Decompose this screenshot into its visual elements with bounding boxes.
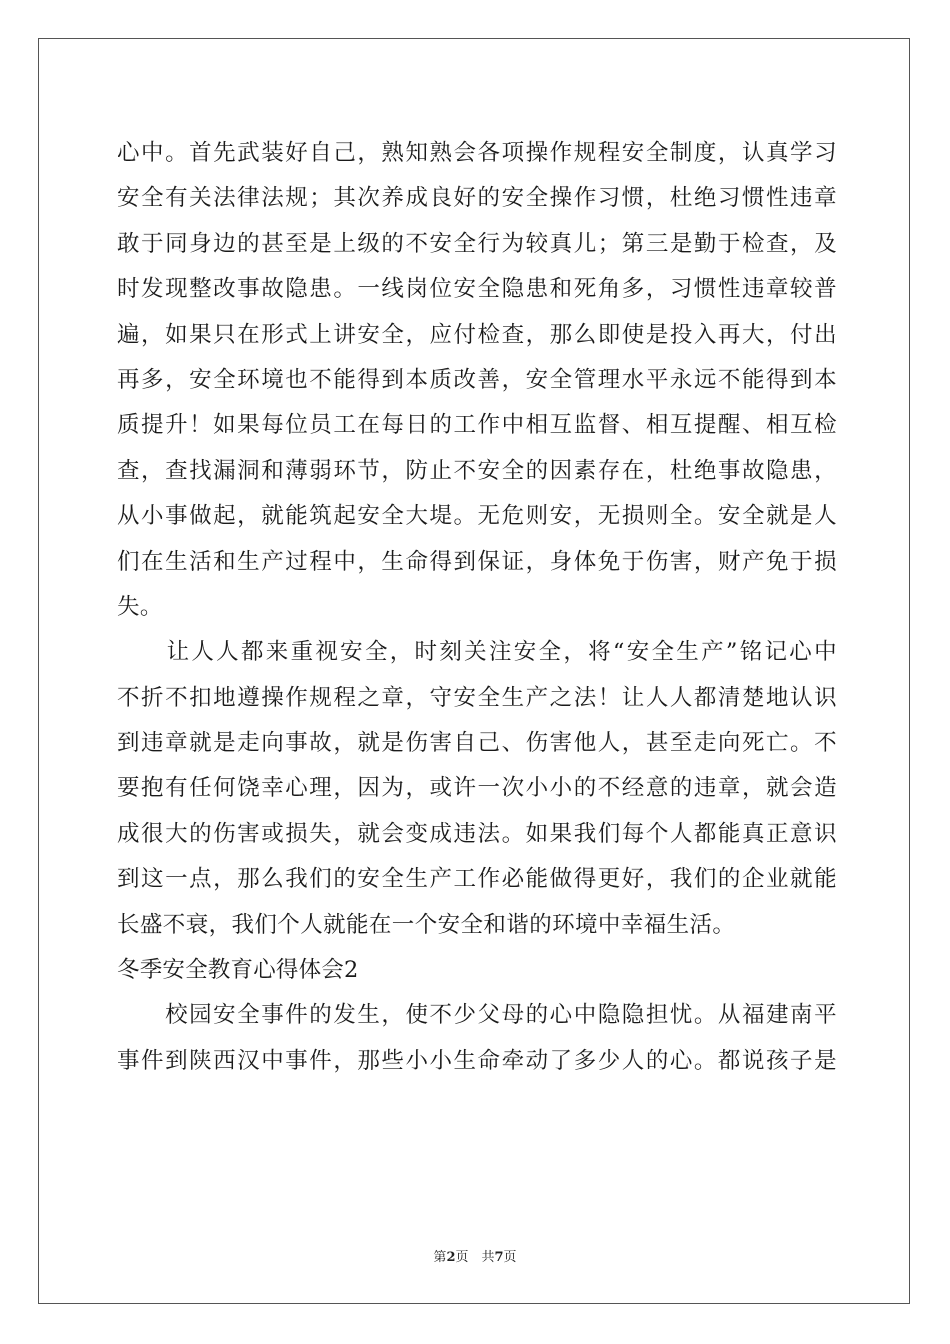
- text-line: 敢于同身边的甚至是上级的不安全行为较真儿；第三是勤于检查，及: [117, 230, 837, 257]
- page-separator: 页 共: [455, 1250, 495, 1265]
- text-line: 们在生活和生产过程中，生命得到保证，身体免于伤害，财产免于损: [117, 548, 837, 575]
- paragraph-1: [117, 131, 837, 630]
- text-line: 到违章就是走向事故，就是伤害自己、伤害他人，甚至走向死亡。不: [117, 730, 837, 757]
- paragraph-2: [117, 630, 837, 948]
- text-line: 质提升！如果每位员工在每日的工作中相互监督、相互提醒、相互检: [117, 412, 837, 439]
- total-pages-number: 7: [494, 1250, 504, 1265]
- text-line: 再多，安全环境也不能得到本质改善，安全管理水平永远不能得到本: [117, 366, 837, 393]
- text-line: 校园安全事件的发生，使不少父母的心中隐隐担忧。从福建南平: [117, 1002, 837, 1029]
- text-line: 安全有关法律法规；其次养成良好的安全操作习惯，杜绝习惯性违章: [117, 185, 837, 212]
- text-line: 事件到陕西汉中事件，那些小小生命牵动了多少人的心。都说孩子是: [117, 1047, 837, 1074]
- text-line: 要抱有任何饶幸心理，因为，或许一次小小的不经意的违章，就会造: [117, 775, 837, 802]
- text-line: 失。: [117, 593, 163, 620]
- text-line: 让人人都来重视安全，时刻关注安全，将“安全生产”铭记心中: [117, 639, 837, 666]
- page-prefix: 第: [433, 1250, 447, 1265]
- text-line: 到这一点，那么我们的安全生产工作必能做得更好，我们的企业就能: [117, 866, 837, 893]
- current-page-number: 2: [446, 1250, 456, 1265]
- text-line: 从小事做起，就能筑起安全大堤。无危则安，无损则全。安全就是人: [117, 503, 837, 530]
- heading-text: 冬季安全教育心得体会2: [117, 957, 359, 984]
- document-body: [117, 131, 837, 1084]
- page-footer: [0, 1246, 950, 1265]
- text-line: 遍，如果只在形式上讲安全，应付检查，那么即使是投入再大，付出: [117, 321, 837, 348]
- text-line: 时发现整改事故隐患。一线岗位安全隐患和死角多，习惯性违章较普: [117, 276, 837, 303]
- text-line: 成很大的伤害或损失，就会变成违法。如果我们每个人都能真正意识: [117, 820, 837, 847]
- text-line: 不折不扣地遵操作规程之章，守安全生产之法！让人人都清楚地认识: [117, 684, 837, 711]
- page-indicator: [433, 1250, 516, 1265]
- paragraph-3: [117, 993, 837, 1084]
- section-heading: [117, 948, 837, 993]
- text-line: 心中。首先武装好自己，熟知熟会各项操作规程安全制度，认真学习: [117, 140, 837, 166]
- text-line: 长盛不衰，我们个人就能在一个安全和谐的环境中幸福生活。: [117, 911, 736, 938]
- text-line: 查，查找漏洞和薄弱环节，防止不安全的因素存在，杜绝事故隐患，: [117, 457, 837, 484]
- page-suffix: 页: [503, 1250, 517, 1265]
